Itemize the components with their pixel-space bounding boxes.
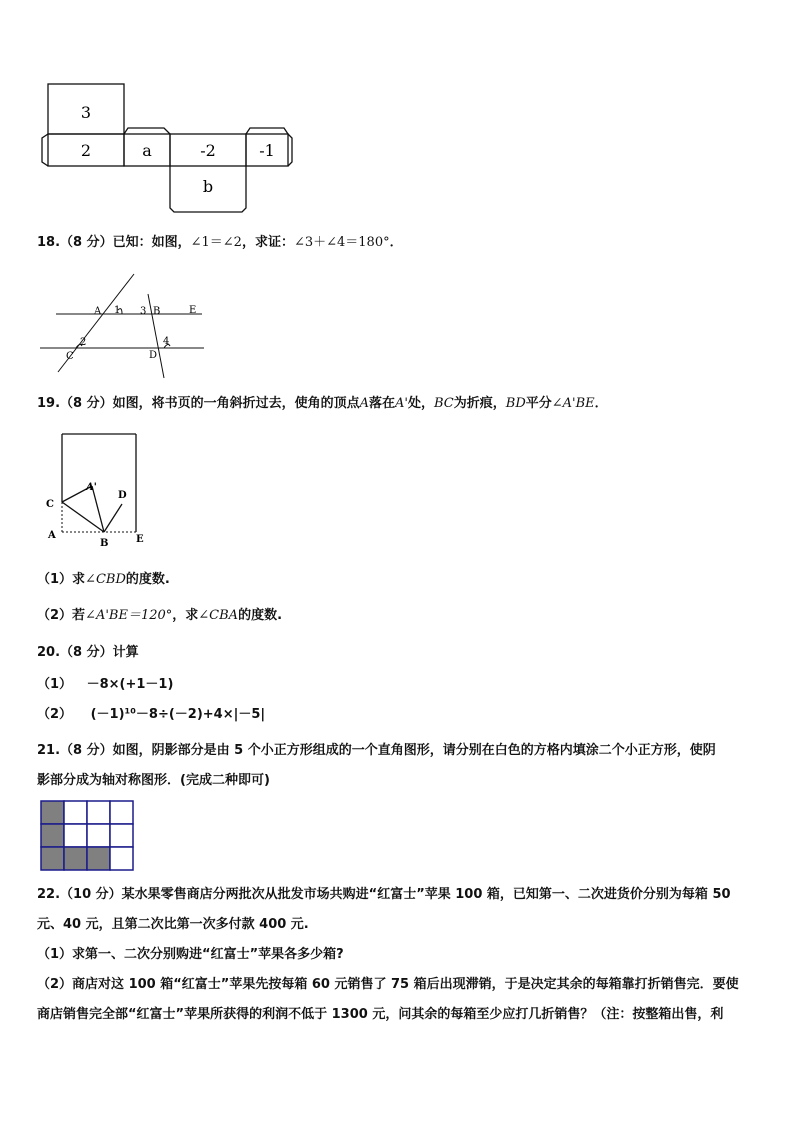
- q19-label-B: B: [100, 538, 109, 549]
- q18-figure: [36, 272, 212, 380]
- q19-part2-c: 的度数.: [238, 608, 283, 623]
- q21-grid: [40, 800, 136, 872]
- q19-end: ．: [594, 396, 608, 411]
- q19-head: 19.（8 分）如图，将书页的一角斜折过去，使角的顶点: [37, 396, 360, 411]
- q19-crease: 为折痕，: [453, 396, 506, 411]
- q18-statement: [37, 233, 403, 253]
- q19-part1: [37, 570, 170, 590]
- q19-part2-given: ∠A'BE＝120°: [85, 608, 173, 623]
- q18-label-E: E: [189, 305, 197, 316]
- net-face-2: 2: [80, 141, 92, 160]
- grid-cell-blank: [64, 801, 87, 824]
- q21-statement: [37, 736, 753, 796]
- q19-part1-b: 的度数.: [125, 572, 170, 587]
- q19-bd: BD: [505, 396, 526, 411]
- q19-angle: ∠A'BE: [551, 396, 595, 411]
- grid-cell-blank: [87, 801, 110, 824]
- cube-net-figure: [36, 80, 300, 216]
- q22-line2: 元、40 元，且第二次比第一次多付款 400 元.: [37, 917, 309, 932]
- q18-mid: ，求证：: [241, 235, 294, 250]
- net-face-top: 3: [80, 103, 92, 122]
- q19-part1-a: （1）求: [37, 572, 86, 587]
- q22-part2-line2: 商店销售完全部“红富士”苹果所获得的利润不低于 1300 元，问其余的每箱至少应打几折销售？（注：按整箱出售，利: [37, 1007, 724, 1022]
- q20-part1: [37, 675, 173, 695]
- q18-prove: ∠3＋∠4＝180°: [293, 235, 390, 250]
- q19-part2-a: （2）若: [37, 608, 86, 623]
- q18-head: 18.（8 分）已知：如图，: [37, 235, 191, 250]
- q18-label-B: B: [153, 306, 161, 317]
- q18-label-A: A: [94, 306, 102, 317]
- q18-given: ∠1＝∠2: [190, 235, 242, 250]
- q22-part2-line1: （2）商店对这 100 箱“红富士”苹果先按每箱 60 元销售了 75 箱后出现滞销，于是决定其余的每箱靠打折销售完．要使: [37, 977, 739, 992]
- grid-cell-shaded: [41, 847, 64, 870]
- q19-part2: [37, 606, 282, 626]
- q19-bc: BC: [434, 396, 454, 411]
- grid-cell-shaded: [41, 824, 64, 847]
- q20-part2-expr: (－1)¹⁰－8÷(－2)+4×|－5|: [90, 707, 266, 722]
- q20-part1-expr: －8×(+1－1): [86, 677, 174, 692]
- grid-cell-blank: [110, 824, 133, 847]
- q19-statement: [37, 394, 608, 414]
- q19-bisect: 平分: [525, 396, 552, 411]
- q19-label-C: C: [46, 499, 54, 510]
- q18-label-3: 3: [140, 306, 147, 317]
- q18-label-4: 4: [163, 336, 170, 347]
- grid-cell-shaded: [87, 847, 110, 870]
- q19-fall: 落在: [369, 396, 396, 411]
- q20-part2-no: （2）: [37, 707, 73, 722]
- q19-part1-angle: ∠CBD: [85, 572, 126, 587]
- q18-label-C: C: [66, 351, 74, 362]
- q19-part2-angle: ∠CBA: [198, 608, 239, 623]
- q18-label-1: 1: [114, 305, 121, 316]
- grid-cell-blank: [110, 801, 133, 824]
- q19-figure: [40, 428, 152, 552]
- q21-line2: 影部分成为轴对称图形．(完成二种即可): [37, 773, 270, 788]
- q20-part1-no: （1）: [37, 677, 73, 692]
- net-face-neg2: -2: [200, 141, 216, 160]
- grid-cell-blank: [64, 824, 87, 847]
- q22-statement: [37, 880, 753, 1030]
- net-face-b: b: [202, 177, 214, 196]
- net-face-neg1: -1: [259, 141, 275, 160]
- q19-point-a: A: [359, 396, 369, 411]
- q19-label-E: E: [136, 534, 144, 545]
- q22-line1: 22.（10 分）某水果零售商店分两批次从批发市场共购进“红富士”苹果 100 箱，已知第一、二次进货价分别为每箱 50: [37, 887, 731, 902]
- grid-cell-shaded: [41, 801, 64, 824]
- net-face-a: a: [142, 141, 152, 160]
- q20-part2: [37, 705, 265, 725]
- q22-part1: （1）求第一、二次分别购进“红富士”苹果各多少箱?: [37, 947, 344, 962]
- grid-cell-blank: [87, 824, 110, 847]
- q20-head: 20.（8 分）计算: [37, 645, 139, 660]
- q18-tail: ．: [389, 235, 403, 250]
- q19-part2-b: ，求: [172, 608, 199, 623]
- grid-cell-shaded: [64, 847, 87, 870]
- q21-line1: 21.（8 分）如图，阴影部分是由 5 个小正方形组成的一个直角图形，请分别在白色的方格内填涂二个小正方形，使阴: [37, 743, 716, 758]
- q19-label-A: A: [48, 530, 56, 541]
- q18-label-D: D: [149, 350, 158, 361]
- q18-label-2: 2: [80, 337, 87, 348]
- grid-cell-blank: [110, 847, 133, 870]
- q19-label-D: D: [118, 490, 127, 501]
- q19-point-a-prime: A': [395, 396, 408, 411]
- q19-at: 处，: [407, 396, 434, 411]
- q19-label-A-prime: A': [86, 482, 97, 493]
